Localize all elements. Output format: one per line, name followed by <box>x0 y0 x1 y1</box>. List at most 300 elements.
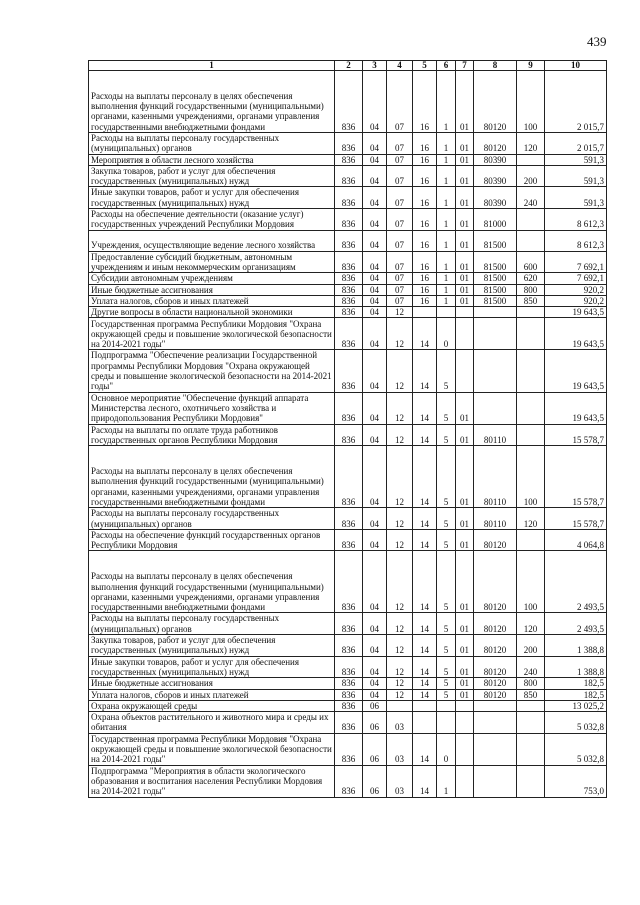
row-program: 14 <box>413 318 437 350</box>
row-admin-code: 836 <box>335 678 363 689</box>
row-direction: 81500 <box>474 230 517 251</box>
row-subprogram: 5 <box>437 656 456 678</box>
row-subprogram: 5 <box>437 689 456 700</box>
table-row <box>89 392 607 424</box>
row-admin-code: 836 <box>335 251 363 273</box>
table-row <box>89 733 607 765</box>
row-subprogram: 1 <box>437 154 456 165</box>
column-header: 8 <box>474 61 517 71</box>
row-admin-code: 836 <box>335 318 363 350</box>
row-amount: 19 643,5 <box>545 307 607 318</box>
row-amount: 19 643,5 <box>545 318 607 350</box>
row-expense-type <box>517 712 545 734</box>
row-amount: 1 388,8 <box>545 635 607 657</box>
row-admin-code: 836 <box>335 71 363 133</box>
row-event: 01 <box>456 230 474 251</box>
row-subprogram <box>437 307 456 318</box>
row-name: Расходы на обеспечение функций государственных органов Республики Мордовия <box>89 529 335 551</box>
row-amount: 19 643,5 <box>545 350 607 392</box>
row-name: Закупка товаров, работ и услуг для обеспечения государственных (муниципальных) нужд <box>89 635 335 657</box>
table-row <box>89 613 607 635</box>
row-admin-code: 836 <box>335 295 363 306</box>
row-amount: 591,3 <box>545 165 607 187</box>
row-admin-code: 836 <box>335 424 363 446</box>
column-header: 3 <box>363 61 387 71</box>
row-subprogram: 0 <box>437 318 456 350</box>
row-subsection: 03 <box>387 733 413 765</box>
row-admin-code: 836 <box>335 446 363 508</box>
row-name: Государственная программа Республики Мордовия "Охрана окружающей среды и повышение экологической безопасности на 2014-2021 годы" <box>89 733 335 765</box>
row-section: 04 <box>363 350 387 392</box>
row-program: 14 <box>413 529 437 551</box>
row-event: 01 <box>456 424 474 446</box>
table-row <box>89 318 607 350</box>
row-name: Иные закупки товаров, работ и услуг для обеспечения государственных (муниципальных) нужд <box>89 187 335 209</box>
row-amount: 5 032,8 <box>545 712 607 734</box>
row-name: Расходы на выплаты по оплате труда работников государственных органов Республики Мордовия <box>89 424 335 446</box>
row-amount: 19 643,5 <box>545 392 607 424</box>
row-expense-type: 120 <box>517 133 545 155</box>
row-event: 01 <box>456 613 474 635</box>
column-header: 4 <box>387 61 413 71</box>
row-admin-code: 836 <box>335 656 363 678</box>
row-section: 06 <box>363 765 387 797</box>
table-row <box>89 700 607 711</box>
row-direction <box>474 712 517 734</box>
row-direction <box>474 733 517 765</box>
row-name: Расходы на выплаты персоналу в целях обеспечения выполнения функций государственными (муниципальными) органами, казенными учреждениями, органами управления государственными внебюджетными фондами <box>89 71 335 133</box>
row-amount: 2 493,5 <box>545 551 607 613</box>
table-row <box>89 765 607 797</box>
row-program: 14 <box>413 508 437 530</box>
row-admin-code: 836 <box>335 551 363 613</box>
row-program: 16 <box>413 187 437 209</box>
row-program <box>413 700 437 711</box>
row-admin-code: 836 <box>335 392 363 424</box>
row-subsection: 12 <box>387 318 413 350</box>
row-event: 01 <box>456 508 474 530</box>
table-row <box>89 689 607 700</box>
row-subsection: 07 <box>387 133 413 155</box>
row-amount: 920,2 <box>545 295 607 306</box>
row-event: 01 <box>456 392 474 424</box>
table-row <box>89 656 607 678</box>
row-amount: 591,3 <box>545 187 607 209</box>
table-row <box>89 284 607 295</box>
row-section: 04 <box>363 187 387 209</box>
row-subsection: 12 <box>387 424 413 446</box>
row-section: 04 <box>363 318 387 350</box>
table-row <box>89 635 607 657</box>
row-name: Основное мероприятие "Обеспечение функций аппарата Министерства лесного, охотничьего хозяйства и природопользования Республики Мордовия" <box>89 392 335 424</box>
row-admin-code: 836 <box>335 187 363 209</box>
row-admin-code: 836 <box>335 635 363 657</box>
table-row <box>89 424 607 446</box>
row-admin-code: 836 <box>335 765 363 797</box>
row-section: 06 <box>363 733 387 765</box>
row-expense-type: 240 <box>517 187 545 209</box>
row-amount: 2 015,7 <box>545 71 607 133</box>
row-admin-code: 836 <box>335 133 363 155</box>
row-subsection: 07 <box>387 230 413 251</box>
row-name: Охрана объектов растительного и животного мира и среды их обитания <box>89 712 335 734</box>
row-event: 01 <box>456 284 474 295</box>
row-section: 04 <box>363 307 387 318</box>
row-section: 04 <box>363 209 387 231</box>
row-event: 01 <box>456 187 474 209</box>
table-row <box>89 446 607 508</box>
row-expense-type: 800 <box>517 678 545 689</box>
row-program: 14 <box>413 551 437 613</box>
row-expense-type <box>517 392 545 424</box>
row-subprogram <box>437 700 456 711</box>
row-subsection: 12 <box>387 689 413 700</box>
row-name: Уплата налогов, сборов и иных платежей <box>89 295 335 306</box>
row-direction: 80390 <box>474 165 517 187</box>
table-row <box>89 209 607 231</box>
row-expense-type: 800 <box>517 284 545 295</box>
table-row <box>89 251 607 273</box>
row-event: 01 <box>456 251 474 273</box>
row-expense-type: 100 <box>517 551 545 613</box>
column-header: 5 <box>413 61 437 71</box>
row-amount: 591,3 <box>545 154 607 165</box>
row-program: 14 <box>413 733 437 765</box>
row-expense-type: 100 <box>517 446 545 508</box>
row-direction: 81500 <box>474 284 517 295</box>
row-name: Иные бюджетные ассигнования <box>89 678 335 689</box>
table-row <box>89 350 607 392</box>
row-subsection: 12 <box>387 551 413 613</box>
row-program: 14 <box>413 765 437 797</box>
row-section: 04 <box>363 154 387 165</box>
row-section: 04 <box>363 508 387 530</box>
row-program: 16 <box>413 154 437 165</box>
row-name: Иные бюджетные ассигнования <box>89 284 335 295</box>
row-section: 04 <box>363 284 387 295</box>
row-direction: 81500 <box>474 251 517 273</box>
row-name: Расходы на выплаты персоналу в целях обеспечения выполнения функций государственными (муниципальными) органами, казенными учреждениями, органами управления государственными внебюджетными фондами <box>89 446 335 508</box>
row-name: Подпрограмма "Мероприятия в области экологического образования и воспитания населения Республики Мордовия на 2014-2021 годы" <box>89 765 335 797</box>
row-subprogram: 1 <box>437 284 456 295</box>
row-expense-type: 100 <box>517 71 545 133</box>
row-expense-type <box>517 424 545 446</box>
row-section: 04 <box>363 424 387 446</box>
row-subsection: 07 <box>387 284 413 295</box>
row-direction: 80120 <box>474 529 517 551</box>
row-admin-code: 836 <box>335 230 363 251</box>
row-program: 16 <box>413 165 437 187</box>
row-event: 01 <box>456 133 474 155</box>
row-program: 16 <box>413 273 437 284</box>
row-event: 01 <box>456 635 474 657</box>
row-subsection: 03 <box>387 765 413 797</box>
row-program: 14 <box>413 689 437 700</box>
column-header: 6 <box>437 61 456 71</box>
row-program: 16 <box>413 133 437 155</box>
row-subsection: 12 <box>387 613 413 635</box>
row-amount: 182,5 <box>545 689 607 700</box>
row-subprogram: 5 <box>437 678 456 689</box>
column-header: 10 <box>545 61 607 71</box>
row-subsection: 07 <box>387 187 413 209</box>
row-name: Расходы на выплаты персоналу государственных (муниципальных) органов <box>89 613 335 635</box>
row-event <box>456 318 474 350</box>
row-program: 14 <box>413 635 437 657</box>
row-section: 04 <box>363 689 387 700</box>
row-expense-type <box>517 733 545 765</box>
row-expense-type <box>517 230 545 251</box>
row-name: Расходы на выплаты персоналу государственных (муниципальных) органов <box>89 508 335 530</box>
row-direction: 81000 <box>474 209 517 231</box>
row-direction: 80120 <box>474 133 517 155</box>
row-admin-code: 836 <box>335 712 363 734</box>
row-direction <box>474 318 517 350</box>
table-body <box>89 71 607 798</box>
row-section: 06 <box>363 700 387 711</box>
row-subprogram: 1 <box>437 273 456 284</box>
row-subsection: 07 <box>387 251 413 273</box>
row-direction: 81500 <box>474 273 517 284</box>
row-section: 04 <box>363 251 387 273</box>
row-admin-code: 836 <box>335 307 363 318</box>
row-section: 04 <box>363 613 387 635</box>
row-expense-type: 200 <box>517 635 545 657</box>
row-expense-type <box>517 350 545 392</box>
row-subprogram: 5 <box>437 350 456 392</box>
row-subprogram: 0 <box>437 733 456 765</box>
table-row <box>89 230 607 251</box>
row-program: 14 <box>413 678 437 689</box>
row-expense-type <box>517 209 545 231</box>
row-direction: 80120 <box>474 635 517 657</box>
row-subprogram: 1 <box>437 209 456 231</box>
row-event <box>456 765 474 797</box>
row-name: Другие вопросы в области национальной экономики <box>89 307 335 318</box>
row-section: 04 <box>363 551 387 613</box>
row-subprogram: 5 <box>437 446 456 508</box>
row-name: Расходы на выплаты персоналу государственных (муниципальных) органов <box>89 133 335 155</box>
row-expense-type <box>517 529 545 551</box>
row-section: 04 <box>363 446 387 508</box>
row-amount: 15 578,7 <box>545 424 607 446</box>
row-amount: 2 015,7 <box>545 133 607 155</box>
row-direction <box>474 700 517 711</box>
row-event: 01 <box>456 273 474 284</box>
budget-table <box>88 60 607 798</box>
table-row <box>89 71 607 133</box>
row-subsection: 03 <box>387 712 413 734</box>
row-direction: 80110 <box>474 508 517 530</box>
row-event: 01 <box>456 446 474 508</box>
column-header: 2 <box>335 61 363 71</box>
row-name: Расходы на обеспечение деятельности (оказание услуг) государственных учреждений Республики Мордовия <box>89 209 335 231</box>
row-subsection: 07 <box>387 165 413 187</box>
row-direction <box>474 307 517 318</box>
row-subprogram: 5 <box>437 613 456 635</box>
row-admin-code: 836 <box>335 733 363 765</box>
row-section: 04 <box>363 295 387 306</box>
row-direction: 80110 <box>474 446 517 508</box>
row-admin-code: 836 <box>335 508 363 530</box>
column-header: 1 <box>89 61 335 71</box>
table-header-row <box>89 61 607 71</box>
row-direction: 81500 <box>474 295 517 306</box>
row-expense-type: 620 <box>517 273 545 284</box>
row-subsection: 07 <box>387 295 413 306</box>
row-direction <box>474 350 517 392</box>
table-row <box>89 295 607 306</box>
table-row <box>89 273 607 284</box>
row-expense-type: 850 <box>517 689 545 700</box>
row-subsection: 07 <box>387 154 413 165</box>
row-name: Государственная программа Республики Мордовия "Охрана окружающей среды и повышение экологической безопасности на 2014-2021 годы" <box>89 318 335 350</box>
row-program: 16 <box>413 230 437 251</box>
row-admin-code: 836 <box>335 165 363 187</box>
row-subsection: 12 <box>387 635 413 657</box>
row-expense-type: 600 <box>517 251 545 273</box>
row-event: 01 <box>456 295 474 306</box>
row-subprogram: 1 <box>437 251 456 273</box>
row-event <box>456 700 474 711</box>
row-event: 01 <box>456 165 474 187</box>
row-program: 14 <box>413 350 437 392</box>
row-subsection: 07 <box>387 273 413 284</box>
row-admin-code: 836 <box>335 529 363 551</box>
row-expense-type: 200 <box>517 165 545 187</box>
row-event: 01 <box>456 656 474 678</box>
row-section: 06 <box>363 712 387 734</box>
row-direction: 80120 <box>474 551 517 613</box>
row-event: 01 <box>456 689 474 700</box>
row-subprogram: 5 <box>437 392 456 424</box>
table-row <box>89 712 607 734</box>
row-amount: 13 025,2 <box>545 700 607 711</box>
row-expense-type <box>517 765 545 797</box>
row-amount: 7 692,1 <box>545 273 607 284</box>
row-program: 16 <box>413 71 437 133</box>
row-program: 14 <box>413 392 437 424</box>
row-direction: 80390 <box>474 187 517 209</box>
row-expense-type <box>517 700 545 711</box>
row-section: 04 <box>363 635 387 657</box>
row-subprogram: 5 <box>437 635 456 657</box>
row-program: 14 <box>413 613 437 635</box>
row-amount: 182,5 <box>545 678 607 689</box>
row-amount: 2 493,5 <box>545 613 607 635</box>
row-expense-type <box>517 154 545 165</box>
row-name: Учреждения, осуществляющие ведение лесного хозяйства <box>89 230 335 251</box>
row-amount: 15 578,7 <box>545 508 607 530</box>
row-subprogram: 1 <box>437 71 456 133</box>
row-direction: 80120 <box>474 689 517 700</box>
row-event: 01 <box>456 678 474 689</box>
row-admin-code: 836 <box>335 273 363 284</box>
row-subprogram: 5 <box>437 508 456 530</box>
row-name: Субсидии автономным учреждениям <box>89 273 335 284</box>
row-name: Мероприятия в области лесного хозяйства <box>89 154 335 165</box>
row-section: 04 <box>363 656 387 678</box>
row-event <box>456 733 474 765</box>
row-section: 04 <box>363 392 387 424</box>
row-subprogram: 5 <box>437 551 456 613</box>
row-event: 01 <box>456 529 474 551</box>
row-event: 01 <box>456 71 474 133</box>
row-expense-type: 240 <box>517 656 545 678</box>
row-event <box>456 307 474 318</box>
row-event: 01 <box>456 209 474 231</box>
row-amount: 8 612,3 <box>545 230 607 251</box>
column-header: 9 <box>517 61 545 71</box>
table-row <box>89 508 607 530</box>
table-row <box>89 529 607 551</box>
row-subsection: 07 <box>387 71 413 133</box>
row-event: 01 <box>456 551 474 613</box>
row-amount: 5 032,8 <box>545 733 607 765</box>
row-subsection: 12 <box>387 508 413 530</box>
row-expense-type: 850 <box>517 295 545 306</box>
row-expense-type <box>517 318 545 350</box>
row-amount: 920,2 <box>545 284 607 295</box>
row-event <box>456 350 474 392</box>
row-amount: 4 064,8 <box>545 529 607 551</box>
row-expense-type: 120 <box>517 613 545 635</box>
table-row <box>89 154 607 165</box>
row-subprogram <box>437 712 456 734</box>
row-direction: 80120 <box>474 656 517 678</box>
row-program: 16 <box>413 209 437 231</box>
row-subsection: 12 <box>387 678 413 689</box>
row-subsection: 12 <box>387 656 413 678</box>
page-number: 439 <box>587 34 607 49</box>
row-direction: 80110 <box>474 424 517 446</box>
row-name: Предоставление субсидий бюджетным, автономным учреждениям и иным некоммерческим организациям <box>89 251 335 273</box>
row-section: 04 <box>363 230 387 251</box>
row-section: 04 <box>363 133 387 155</box>
row-direction: 80120 <box>474 613 517 635</box>
row-amount: 1 388,8 <box>545 656 607 678</box>
table-row <box>89 187 607 209</box>
row-event: 01 <box>456 154 474 165</box>
row-program: 16 <box>413 284 437 295</box>
row-section: 04 <box>363 71 387 133</box>
row-subprogram: 1 <box>437 187 456 209</box>
row-subsection: 12 <box>387 350 413 392</box>
row-subprogram: 1 <box>437 765 456 797</box>
row-section: 04 <box>363 529 387 551</box>
column-header: 7 <box>456 61 474 71</box>
row-admin-code: 836 <box>335 284 363 295</box>
row-program: 14 <box>413 656 437 678</box>
row-subsection: 12 <box>387 307 413 318</box>
row-subprogram: 1 <box>437 295 456 306</box>
row-name: Охрана окружающей среды <box>89 700 335 711</box>
row-expense-type: 120 <box>517 508 545 530</box>
row-admin-code: 836 <box>335 700 363 711</box>
table-row <box>89 165 607 187</box>
table-row <box>89 678 607 689</box>
table-row <box>89 307 607 318</box>
row-subsection: 07 <box>387 209 413 231</box>
row-program: 14 <box>413 424 437 446</box>
row-direction: 80120 <box>474 71 517 133</box>
row-subprogram: 5 <box>437 529 456 551</box>
row-name: Расходы на выплаты персоналу в целях обеспечения выполнения функций государственными (муниципальными) органами, казенными учреждениями, органами управления государственными внебюджетными фондами <box>89 551 335 613</box>
row-admin-code: 836 <box>335 689 363 700</box>
row-admin-code: 836 <box>335 350 363 392</box>
row-subprogram: 1 <box>437 165 456 187</box>
row-subprogram: 1 <box>437 230 456 251</box>
